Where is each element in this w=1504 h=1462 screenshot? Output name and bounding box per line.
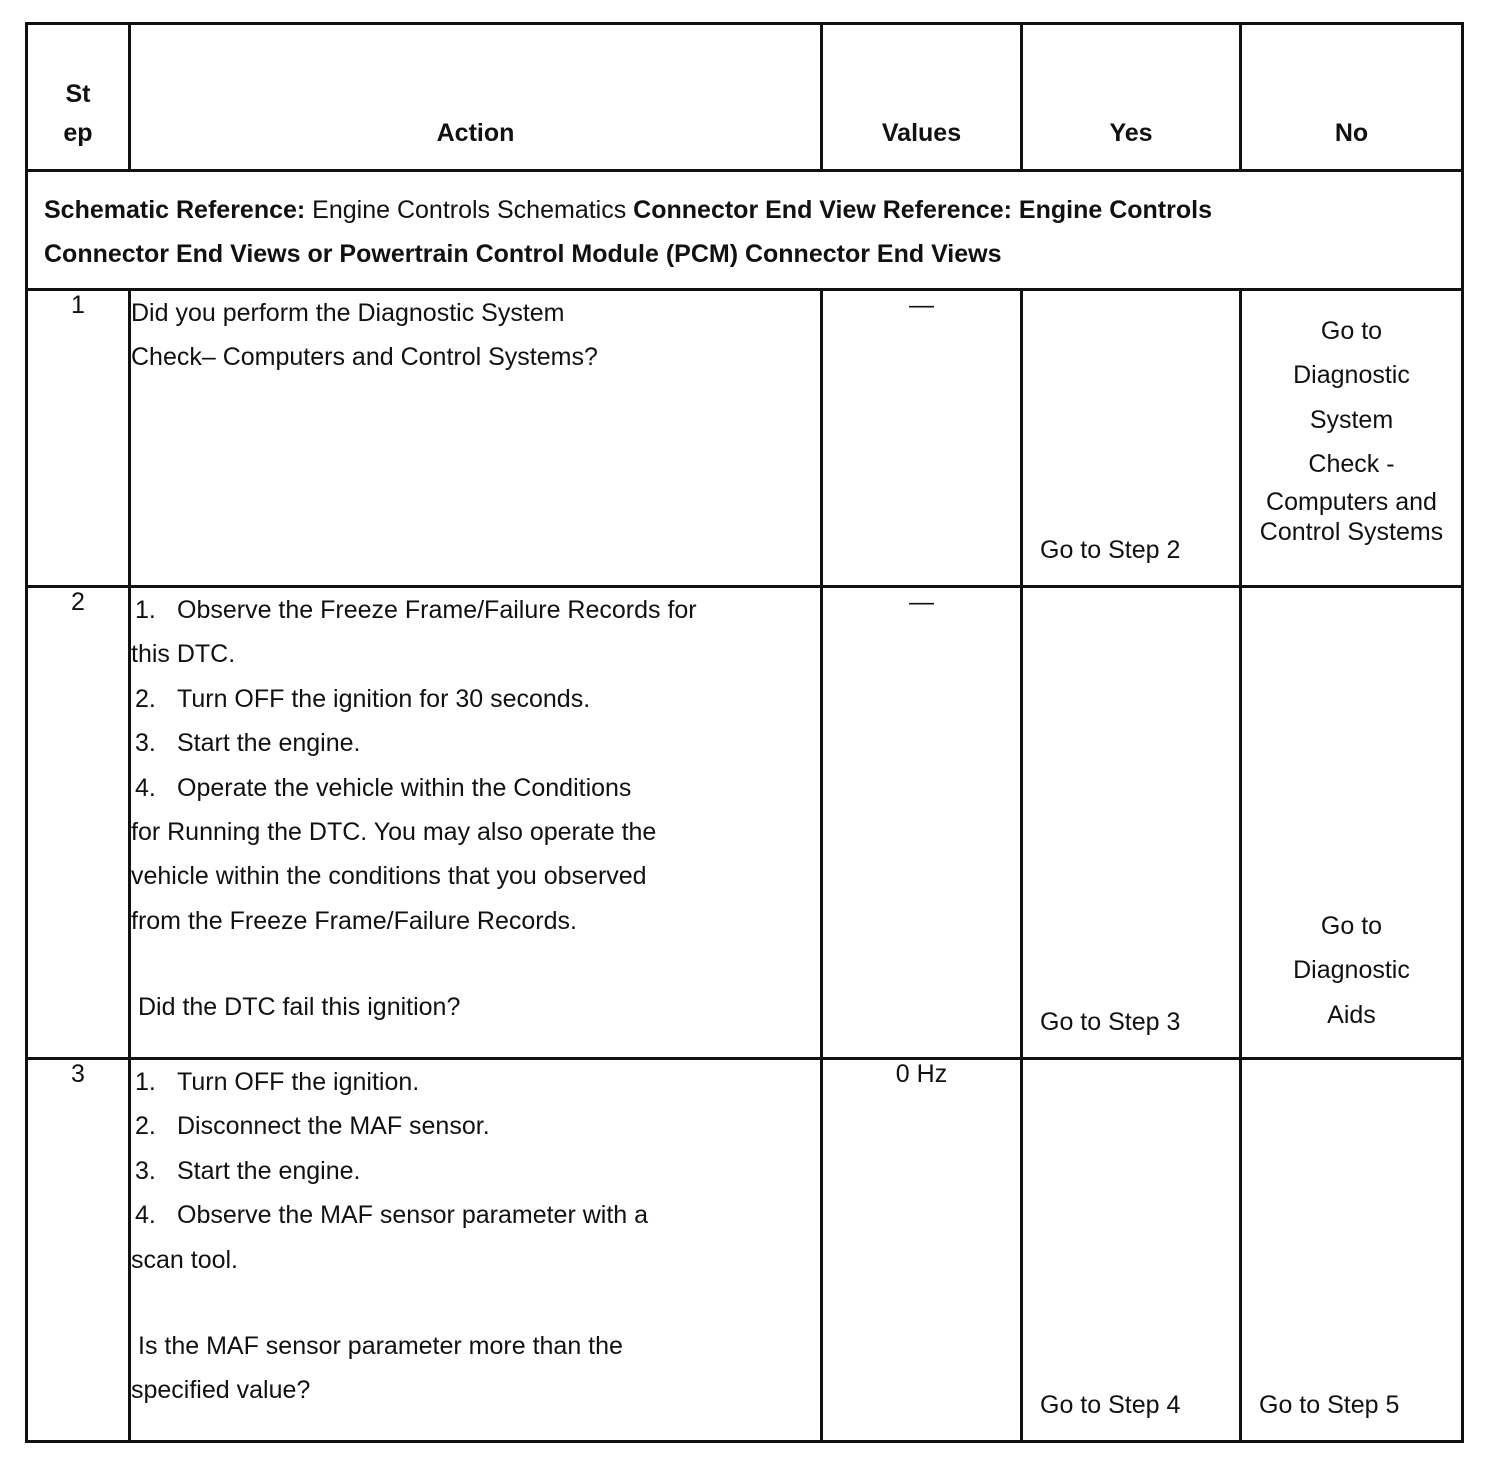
action-item [131,854,820,898]
no-cell [1241,1059,1463,1442]
header-step-line1: St [65,80,91,108]
no-line: Computers and [1266,487,1437,516]
schematic-reference-label: Schematic Reference: [44,196,306,224]
question: specified value? [131,1376,311,1405]
action-item [131,810,820,854]
yes-cell [1022,290,1241,587]
no-line: Go to [1320,911,1383,940]
action-cell [130,587,822,1059]
value-cell: 0 Hz [822,1059,1022,1442]
go-to-step-5-link[interactable]: Go to Step 5 [1259,1391,1400,1419]
go-to-step-3-link[interactable]: Go to Step 3 [1040,1008,1181,1036]
diagnostic-table [25,22,1464,1443]
item-text: Start the engine. [177,1156,361,1185]
step-number: 3 [27,1059,130,1442]
action-line: Check– Computers and Control Systems? [131,343,598,372]
item-number: 3. [135,1156,156,1185]
go-to-diagnostic-system-check-link[interactable] [1242,291,1461,547]
no-line: Check - [1308,450,1395,479]
value-cell: — [822,587,1022,1059]
item-text: vehicle within the conditions that you observed [131,862,647,891]
schematic-reference-link[interactable]: Engine Controls Schematics [305,196,634,224]
yes-cell [1022,587,1241,1059]
action-item [131,588,820,632]
item-text: this DTC. [131,640,236,669]
action-item [131,677,820,721]
go-to-step-4-link[interactable]: Go to Step 4 [1040,1391,1181,1419]
no-line: Diagnostic [1293,361,1410,390]
no-line: Go to [1320,317,1383,345]
item-number: 4. [135,1201,156,1230]
go-to-diagnostic-aids-link[interactable] [1242,904,1461,1037]
item-text: scan tool. [131,1245,239,1274]
action-item [131,1060,820,1104]
reference-row [27,171,1463,290]
action-cell [130,290,822,587]
header-values: Values [822,24,1022,171]
item-number: 3. [135,729,156,758]
header-row [27,24,1463,171]
step-number: 1 [27,290,130,587]
header-step-line2: ep [63,119,93,147]
item-number: 1. [135,1068,156,1096]
no-line: Control Systems [1259,517,1444,546]
connector-reference-label: Connector End View Reference: Engine Controls [633,196,1212,224]
no-cell [1241,290,1463,587]
item-text: Observe the MAF sensor parameter with a [177,1201,649,1230]
no-line: Aids [1327,1000,1376,1029]
item-text: Start the engine. [177,729,361,758]
header-yes: Yes [1022,24,1241,171]
action-item [131,1238,820,1282]
value-cell: — [822,290,1022,587]
header-step [27,24,130,171]
action-item [131,632,820,676]
action-item [131,1104,820,1148]
item-text: Observe the Freeze Frame/Failure Records for [177,596,697,624]
action-item [131,721,820,765]
connector-reference-line2: Connector End Views or Powertrain Control Module (PCM) Connector End Views [44,240,1002,268]
header-action: Action [130,24,822,171]
question: Is the MAF sensor parameter more than the [138,1332,623,1361]
table-row [27,1059,1463,1442]
item-text: Disconnect the MAF sensor. [177,1112,490,1141]
action-line: Did you perform the Diagnostic System [131,299,565,327]
yes-cell [1022,1059,1241,1442]
action-item [131,1193,820,1237]
item-number: 2. [135,684,156,713]
header-no: No [1241,24,1463,171]
item-number: 1. [135,596,156,624]
action-item [131,899,820,943]
action-item [131,766,820,810]
table-row [27,290,1463,587]
no-line: Diagnostic [1293,956,1410,985]
action-item [131,1149,820,1193]
item-number: 2. [135,1112,156,1141]
action-cell [130,1059,822,1442]
item-text: Operate the vehicle within the Conditions [177,773,632,802]
reference-cell [27,171,1463,290]
question: Did the DTC fail this ignition? [138,993,461,1022]
item-text: Turn OFF the ignition. [177,1068,420,1096]
step-number: 2 [27,587,130,1059]
no-cell [1241,587,1463,1059]
item-text: Turn OFF the ignition for 30 seconds. [177,684,591,713]
item-text: for Running the DTC. You may also operate the [131,818,657,847]
item-number: 4. [135,773,156,802]
no-line: System [1309,405,1394,434]
go-to-step-2-link[interactable]: Go to Step 2 [1040,536,1181,564]
item-text: from the Freeze Frame/Failure Records. [131,906,577,935]
table-row [27,587,1463,1059]
